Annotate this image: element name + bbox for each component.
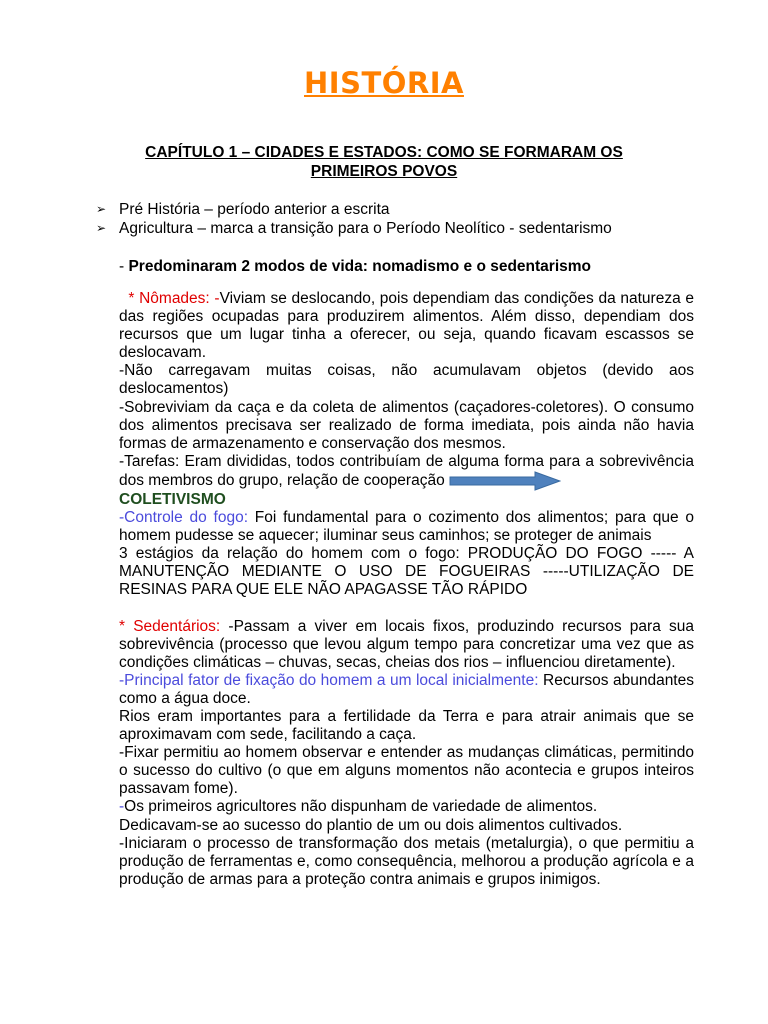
nomades-label: * Nômades: - (128, 290, 220, 307)
fire-control-paragraph (119, 509, 694, 545)
list-item-text: Agricultura – marca a transição para o Período Neolítico - sedentarismo (119, 220, 612, 237)
nomades-objects-paragraph: -Não carregavam muitas coisas, não acumulavam objetos (devido aos deslocamentos) (119, 362, 694, 398)
farmers-paragraph (119, 798, 694, 816)
chapter-heading-line2: PRIMEIROS POVOS (310, 163, 458, 180)
farmers-text: Os primeiros agricultores não dispunham de variedade de alimentos. (124, 798, 598, 816)
fire-control-label: -Controle do fogo: (119, 509, 249, 527)
farmers-dash: - (119, 798, 125, 816)
list-item-text: Pré História – período anterior a escrita (119, 201, 390, 218)
rivers-paragraph: Rios eram importantes para a fertilidade da Terra e para atrair animais que se aproximavam com sede, facilitando a caça. (119, 707, 694, 744)
fixation-label: -Principal fator de fixação do homem a um local inicialmente: (119, 671, 539, 689)
right-arrow-icon (449, 471, 561, 491)
sedentarios-paragraph (119, 618, 694, 672)
chapter-heading (96, 143, 672, 181)
sedentarios-label: * Sedentários: (119, 617, 229, 635)
sedentarios-intro: -Passam a viver em locais fixos, produzindo recursos para sua sobrevivência (processo que levou algum tempo para concretizar uma vez que as condições climáticas – chuvas, secas, cheias dos rios – influenciou diretamente). (119, 617, 694, 671)
fire-stages-paragraph: 3 estágios da relação do homem com o fogo: PRODUÇÃO DO FOGO ----- A MANUTENÇÃO MEDIANTE O USO DE FOGUEIRAS -----UTILIZAÇÃO DE RESINAS PARA QUE ELE NÃO APAGASSE TÃO RÁPIDO (119, 545, 694, 599)
fixing-paragraph: -Fixar permitiu ao homem observar e entender as mudanças climáticas, permitindo o sucesso do cultivo (o que em alguns momentos não acontecia e grupos inteiros passavam fome). (119, 744, 694, 798)
spacer (119, 600, 694, 618)
page-title: HISTÓRIA (304, 66, 464, 100)
list-item (96, 219, 696, 238)
nomades-tasks-paragraph (119, 453, 694, 491)
chapter-heading-line1: CAPÍTULO 1 – CIDADES E ESTADOS: COMO SE FORMARAM OS (145, 144, 623, 161)
nomades-paragraph (119, 290, 694, 362)
dedication-paragraph: Dedicavam-se ao sucesso do plantio de um ou dois alimentos cultivados. (119, 816, 623, 834)
subheading-dash: - (119, 258, 129, 275)
nomades-intro: Viviam se deslocando, pois dependiam das condições da natureza e das regiões ocupadas para produzirem alimentos. Além disso, dependiam dos recursos que um lugar tinha a oferecer, ou seja, quando ficavam escassos se deslocavam. (119, 290, 694, 362)
nomades-tasks-text: -Tarefas: Eram divididas, todos contribuíam de alguma forma para a sobrevivência dos membros do grupo, relação de cooperação (119, 452, 694, 490)
coletivismo-label: COLETIVISMO (119, 490, 226, 508)
arrow-bullet-icon: ➢ (96, 221, 107, 235)
nomades-food-paragraph: -Sobreviviam da caça e da coleta de alimentos (caçadores-coletores). O consumo dos alimentos precisava ser realizado de forma imediata, pois ainda não havia formas de armazenamento e conservação dos mesmos. (119, 398, 694, 452)
fixation-text: Recursos abundantes como a água doce. (119, 671, 694, 707)
fire-control-text: Foi fundamental para o cozimento dos alimentos; para que o homem pudesse se aquecer; iluminar seus caminhos; se proteger de animais (119, 509, 694, 545)
body-text (119, 290, 694, 889)
fixation-paragraph (119, 672, 694, 708)
list-item (96, 200, 696, 219)
section-subheading (119, 257, 679, 276)
subheading-text: Predominaram 2 modos de vida: nomadismo e o sedentarismo (128, 258, 592, 275)
bullet-list (96, 200, 696, 238)
metallurgy-paragraph: -Iniciaram o processo de transformação dos metais (metalurgia), o que permitiu a produção de ferramentas e, como consequência, melhorou a produção agrícola e a produção de armas para a proteção contra animais e grupos inimigos. (119, 834, 694, 888)
arrow-bullet-icon: ➢ (96, 202, 107, 216)
